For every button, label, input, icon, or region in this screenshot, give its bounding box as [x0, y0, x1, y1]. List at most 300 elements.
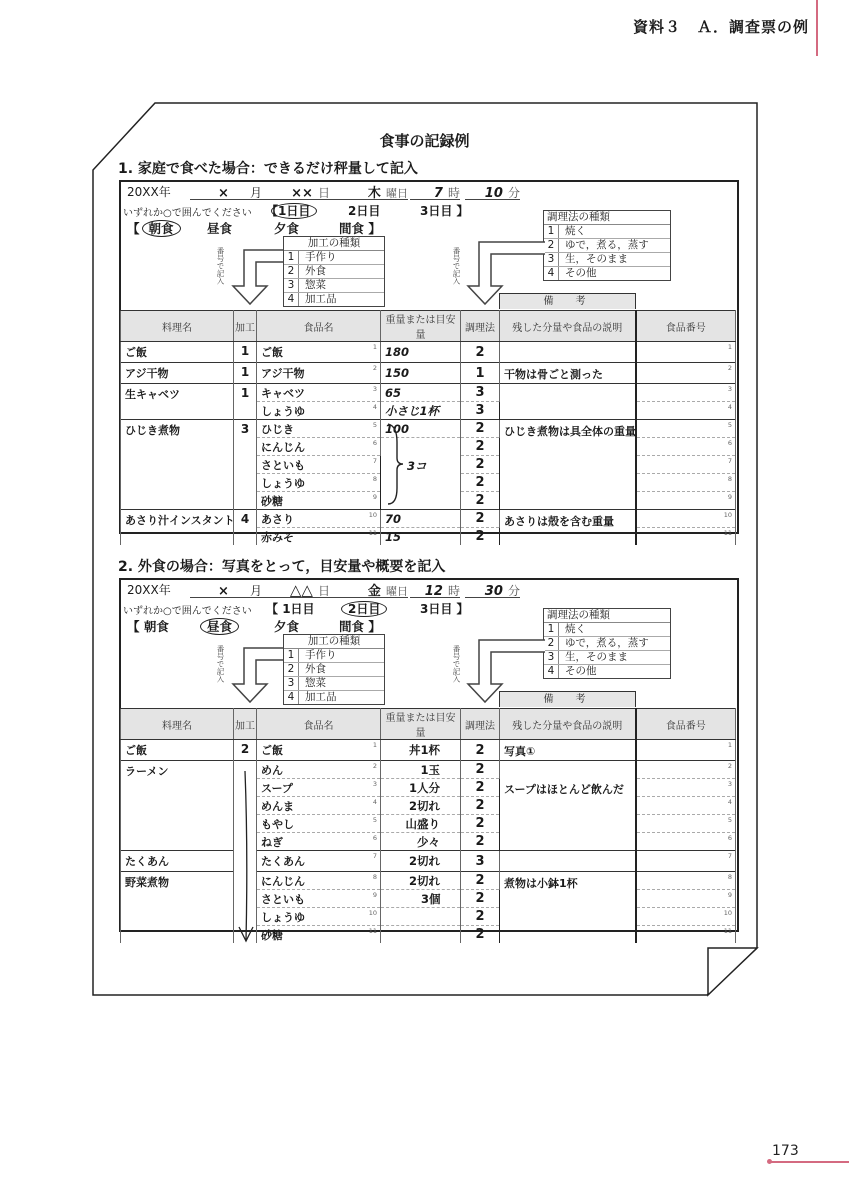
amount-cell[interactable]: 小さじ1杯 [381, 402, 461, 420]
remarks-header: 備 考 [499, 293, 636, 309]
note-cell[interactable] [500, 342, 636, 363]
food-cell[interactable] [257, 908, 381, 926]
food-number-cell[interactable] [636, 740, 736, 761]
bracket-open: 【 [127, 619, 140, 634]
note-cell[interactable]: ひじき煮物は具全体の重量 [500, 420, 636, 510]
amount-cell[interactable] [381, 926, 461, 944]
table-row [121, 363, 736, 384]
cooking-cell[interactable]: 2 [461, 797, 500, 815]
col-note: 残した分量や食品の説明 [500, 709, 636, 740]
day-option-1-selected[interactable]: 1日目 [271, 203, 317, 219]
legend-label: 焼く [565, 623, 586, 635]
col-food: 食品名 [257, 311, 381, 342]
legend-num: 1 [284, 649, 299, 662]
row-index: 1 [372, 343, 377, 351]
food-name: にんじん [261, 874, 305, 888]
amount-cell[interactable]: 150 [381, 363, 461, 384]
legend-label: 焼く [565, 225, 586, 237]
cooking-cell[interactable]: 3 [461, 384, 500, 402]
food-cell[interactable] [257, 420, 381, 438]
col-note: 残した分量や食品の説明 [500, 311, 636, 342]
food-number-cell[interactable] [636, 797, 736, 815]
note-cell[interactable]: 干物は骨ごと測った [500, 363, 636, 384]
food-name: スープ [261, 781, 293, 795]
day-option-2-selected[interactable] [348, 600, 387, 617]
legend-title: 加工の種類 [284, 635, 384, 649]
day-option-2-label: 2日目 [341, 601, 387, 617]
weekday-field[interactable] [318, 580, 408, 598]
amount-cell[interactable]: 65 [381, 384, 461, 402]
food-number-cell[interactable] [636, 890, 736, 908]
minute-field[interactable] [465, 580, 520, 598]
dish-cell[interactable]: 野菜煮物 [121, 872, 234, 944]
row-index: 11 [368, 529, 377, 537]
dish-cell[interactable]: アジ干物 [121, 363, 234, 384]
cooking-legend [543, 608, 671, 679]
row-index: 7 [727, 852, 732, 860]
legend-label: 外食 [305, 265, 326, 277]
month-label: 月 [249, 584, 262, 598]
brace-icon [385, 422, 405, 506]
cooking-cell[interactable]: 2 [461, 908, 500, 926]
section-2-date-line [127, 581, 171, 598]
food-cell[interactable] [257, 761, 381, 779]
row-index: 8 [727, 475, 732, 483]
row-index: 3 [727, 780, 732, 788]
month-value: × [217, 186, 229, 201]
legend-label: 生，そのまま [565, 651, 628, 663]
section-1-title: 1. 家庭で食べた場合：できるだけ秤量して記入 [118, 161, 418, 177]
row-index: 7 [372, 457, 377, 465]
hour-label: 時 [447, 584, 460, 598]
legend-num: 2 [284, 663, 299, 676]
cooking-cell[interactable]: 2 [461, 833, 500, 851]
food-number-cell[interactable] [636, 908, 736, 926]
cooking-cell[interactable]: 2 [461, 474, 500, 492]
food-number-cell[interactable] [636, 402, 736, 420]
food-name: アジ干物 [261, 367, 305, 380]
col-food: 食品名 [257, 709, 381, 740]
food-name: めん [261, 763, 283, 777]
row-index: 11 [723, 927, 732, 935]
amount-cell[interactable]: 100 [381, 420, 461, 438]
bracket-close: 】 [456, 602, 469, 616]
food-number-cell[interactable] [636, 528, 736, 546]
food-number-cell[interactable] [636, 510, 736, 528]
meal-option-dinner[interactable]: 夕食 [274, 221, 300, 236]
food-name: しょうゆ [261, 404, 305, 418]
day-label: 日 [317, 584, 330, 598]
minute-label: 分 [507, 584, 520, 598]
legend-num: 2 [284, 265, 299, 278]
food-number-cell[interactable] [636, 872, 736, 890]
page-header: 資料３ Ａ．調査票の例 [632, 18, 809, 36]
table-row [121, 384, 736, 402]
amount-cell[interactable]: 少々 [381, 833, 461, 851]
legend-num: 4 [284, 691, 299, 704]
row-index: 2 [372, 364, 377, 372]
footer-accent-rule [769, 1161, 849, 1163]
row-index: 3 [727, 385, 732, 393]
food-number-cell[interactable] [636, 492, 736, 510]
dish-cell[interactable]: ラーメン [121, 761, 234, 851]
amount-cell[interactable]: 180 [381, 342, 461, 363]
row-index: 3 [372, 385, 377, 393]
cooking-cell[interactable]: 2 [461, 420, 500, 438]
note-cell[interactable]: 写真① [500, 740, 636, 761]
weekday-field[interactable] [318, 182, 408, 200]
cooking-cell[interactable]: 3 [461, 851, 500, 872]
food-cell[interactable] [257, 779, 381, 797]
col-food-number: 食品番号 [636, 311, 736, 342]
dish-cell[interactable]: 生キャベツ [121, 384, 234, 420]
row-index: 11 [723, 529, 732, 537]
cooking-cell[interactable]: 2 [461, 926, 500, 944]
food-cell[interactable] [257, 797, 381, 815]
day-option-1[interactable]: 1日目 [282, 602, 315, 616]
amount-cell[interactable]: 丼1杯 [381, 740, 461, 761]
amount-cell[interactable]: 1人分 [381, 779, 461, 797]
row-index: 2 [727, 762, 732, 770]
row-index: 9 [372, 493, 377, 501]
cooking-cell[interactable]: 2 [461, 761, 500, 779]
food-cell[interactable] [257, 456, 381, 474]
legend-num: 3 [284, 677, 299, 690]
cooking-cell[interactable]: 2 [461, 890, 500, 908]
food-name: 砂糖 [261, 928, 283, 942]
food-name: 赤みそ [261, 530, 294, 544]
table-row [121, 872, 736, 890]
day-selector [266, 202, 317, 219]
legend-label: 惣菜 [305, 677, 326, 689]
col-cooking: 調理法 [461, 311, 500, 342]
food-number-cell[interactable] [636, 438, 736, 456]
processing-cell-arrow[interactable] [234, 761, 257, 944]
year-label: 20XX年 [127, 185, 171, 199]
weekday-label: 曜日 [386, 187, 408, 200]
meal-option-lunch[interactable]: 昼食 [207, 221, 233, 236]
amount-cell[interactable]: 70 [381, 510, 461, 528]
cooking-legend [543, 210, 671, 281]
cooking-cell[interactable]: 2 [461, 815, 500, 833]
food-number-cell[interactable] [636, 384, 736, 402]
meal-option-breakfast[interactable]: 朝食 [143, 619, 169, 634]
bracket-close: 】 [368, 619, 381, 634]
hour-value: 12 [424, 584, 443, 599]
legend-label: 加工品 [305, 691, 337, 703]
table-row [121, 740, 736, 761]
food-name: ご飯 [261, 346, 283, 359]
food-number-cell[interactable] [636, 456, 736, 474]
legend-num: 2 [544, 637, 559, 650]
amount-cell-bracketed[interactable] [381, 438, 461, 510]
row-index: 7 [727, 457, 732, 465]
row-index: 4 [372, 403, 377, 411]
vertical-note: 番号で記入 [216, 247, 225, 285]
dish-cell[interactable]: あさり汁インスタント [121, 510, 234, 546]
food-cell[interactable] [257, 384, 381, 402]
legend-label: その他 [565, 665, 597, 677]
food-cell[interactable] [257, 528, 381, 546]
food-name: ひじき [261, 422, 294, 436]
row-index: 4 [727, 403, 732, 411]
minute-value: 10 [484, 186, 503, 201]
row-index: 5 [372, 421, 377, 429]
remarks-header: 備 考 [499, 691, 636, 707]
note-cell[interactable] [500, 384, 636, 420]
food-number-cell[interactable] [636, 474, 736, 492]
row-index: 9 [372, 891, 377, 899]
processing-legend [283, 236, 385, 307]
legend-num: 1 [284, 251, 299, 264]
amount-cell[interactable]: 1玉 [381, 761, 461, 779]
table-header-row [121, 311, 736, 342]
row-index: 4 [372, 798, 377, 806]
note-cell[interactable]: あさりは殻を含む重量 [500, 510, 636, 546]
minute-value: 30 [484, 584, 503, 599]
processing-cell[interactable]: 4 [234, 510, 257, 546]
meal-selector [127, 219, 181, 237]
legend-title: 調理法の種類 [544, 609, 670, 623]
dish-cell[interactable]: たくあん [121, 851, 234, 872]
legend-label: 手作り [305, 649, 337, 661]
food-cell[interactable] [257, 833, 381, 851]
section-1-date-line [127, 183, 171, 200]
amount-cell[interactable]: 15 [381, 528, 461, 546]
snack-label: 間食 [339, 221, 365, 236]
row-index: 6 [727, 439, 732, 447]
food-cell[interactable] [257, 740, 381, 761]
legend-num: 3 [544, 651, 559, 664]
legend-title: 調理法の種類 [544, 211, 670, 225]
col-amount: 重量または目安量 [381, 311, 461, 342]
amount-cell[interactable]: 山盛り [381, 815, 461, 833]
food-cell[interactable] [257, 438, 381, 456]
amount-cell[interactable]: 2切れ [381, 872, 461, 890]
legend-label: 惣菜 [305, 279, 326, 291]
footer-accent-dot [767, 1159, 772, 1164]
cooking-cell[interactable]: 2 [461, 528, 500, 546]
amount-cell[interactable]: 2切れ [381, 797, 461, 815]
note-cell[interactable]: 煮物は小鉢1杯 [500, 872, 636, 944]
day-value: ×× [291, 186, 313, 201]
weekday-value: 金 [367, 584, 381, 599]
food-name: しょうゆ [261, 910, 305, 924]
meal-selector [127, 617, 169, 635]
minute-label: 分 [507, 186, 520, 200]
food-name: ご飯 [261, 744, 283, 757]
meal-option-snack[interactable] [339, 617, 381, 635]
section-2-table [120, 708, 736, 943]
food-name: 砂糖 [261, 494, 283, 508]
legend-num: 4 [544, 665, 559, 678]
hour-field[interactable] [410, 580, 460, 598]
food-number-cell[interactable] [636, 833, 736, 851]
food-number-cell[interactable] [636, 420, 736, 438]
col-food-number: 食品番号 [636, 709, 736, 740]
table-row [121, 420, 736, 438]
food-cell[interactable] [257, 926, 381, 944]
food-cell[interactable] [257, 402, 381, 420]
day-selector [266, 600, 315, 617]
col-dish: 料理名 [121, 709, 234, 740]
year-label: 20XX年 [127, 583, 171, 597]
table-header-row [121, 709, 736, 740]
processing-cell[interactable]: 1 [234, 384, 257, 420]
note-cell[interactable] [500, 851, 636, 872]
legend-num: 4 [284, 293, 299, 306]
cooking-cell[interactable]: 3 [461, 402, 500, 420]
row-index: 10 [368, 909, 377, 917]
meal-option-lunch-selected[interactable] [207, 617, 239, 635]
meal-option-snack[interactable] [339, 219, 381, 237]
row-index: 6 [727, 834, 732, 842]
amount-value: 3コ [407, 459, 427, 473]
legend-label: ゆで，煮る，蒸す [565, 637, 649, 649]
dish-cell[interactable]: ご飯 [121, 342, 234, 363]
food-name: にんじん [261, 440, 305, 454]
row-index: 1 [727, 343, 732, 351]
row-index: 8 [372, 873, 377, 881]
day-option-2[interactable]: 2日目 [348, 204, 381, 218]
day-label: 日 [317, 186, 330, 200]
hour-label: 時 [447, 186, 460, 200]
legend-label: 手作り [305, 251, 337, 263]
food-cell[interactable] [257, 363, 381, 384]
cooking-cell[interactable]: 2 [461, 456, 500, 474]
row-index: 2 [727, 364, 732, 372]
processing-cell[interactable]: 1 [234, 363, 257, 384]
food-number-cell[interactable] [636, 815, 736, 833]
bracket-open: 【 [266, 204, 279, 218]
legend-title: 加工の種類 [284, 237, 384, 251]
weekday-value: 木 [367, 186, 381, 201]
legend-num: 1 [544, 623, 559, 636]
table-row [121, 761, 736, 779]
processing-cell[interactable]: 2 [234, 740, 257, 761]
food-cell[interactable] [257, 890, 381, 908]
food-name: さといも [261, 892, 305, 906]
row-index: 10 [723, 511, 732, 519]
food-cell[interactable] [257, 851, 381, 872]
row-index: 6 [372, 439, 377, 447]
col-processing: 加工 [234, 311, 257, 342]
page-number: 173 [772, 1143, 799, 1159]
vertical-note: 番号で記入 [452, 645, 461, 683]
row-index: 7 [372, 852, 377, 860]
day-option-3-label: 3日目 [420, 204, 453, 218]
day-option-3[interactable] [420, 600, 469, 617]
col-processing: 加工 [234, 709, 257, 740]
col-amount: 重量または目安量 [381, 709, 461, 740]
food-cell[interactable] [257, 342, 381, 363]
legend-num: 3 [544, 253, 559, 266]
food-name: もやし [261, 817, 294, 831]
food-name: ねぎ [261, 835, 283, 849]
month-value: × [217, 584, 229, 599]
food-name: キャベツ [261, 386, 305, 400]
section-1-table [120, 310, 736, 545]
note-cell[interactable]: スープはほとんど飲んだ [500, 761, 636, 851]
bracket-open: 【 [127, 221, 140, 236]
row-index: 5 [727, 816, 732, 824]
dish-cell[interactable]: ひじき煮物 [121, 420, 234, 510]
food-number-cell[interactable] [636, 926, 736, 944]
food-cell[interactable] [257, 815, 381, 833]
legend-label: 生，そのまま [565, 253, 628, 265]
minute-field[interactable] [465, 182, 520, 200]
col-cooking: 調理法 [461, 709, 500, 740]
meal-option-breakfast-selected[interactable]: 朝食 [142, 220, 181, 237]
amount-cell[interactable]: 2切れ [381, 851, 461, 872]
col-dish: 料理名 [121, 311, 234, 342]
food-name: あさり [261, 512, 294, 526]
row-index: 9 [727, 493, 732, 501]
cooking-cell[interactable]: 1 [461, 363, 500, 384]
row-index: 8 [727, 873, 732, 881]
legend-num: 4 [544, 267, 559, 280]
food-number-cell[interactable] [636, 851, 736, 872]
meal-option-dinner[interactable]: 夕食 [274, 619, 300, 634]
food-cell[interactable] [257, 474, 381, 492]
cooking-cell[interactable]: 2 [461, 779, 500, 797]
row-index: 4 [727, 798, 732, 806]
food-number-cell[interactable] [636, 761, 736, 779]
hour-field[interactable] [410, 182, 460, 200]
food-cell[interactable] [257, 872, 381, 890]
legend-label: ゆで，煮る，蒸す [565, 239, 649, 251]
row-index: 1 [727, 741, 732, 749]
vertical-note: 番号で記入 [452, 247, 461, 285]
food-number-cell[interactable] [636, 779, 736, 797]
cooking-cell[interactable]: 2 [461, 740, 500, 761]
cooking-cell[interactable]: 2 [461, 510, 500, 528]
processing-cell[interactable]: 1 [234, 342, 257, 363]
dish-cell[interactable]: ご飯 [121, 740, 234, 761]
amount-cell[interactable]: 3個 [381, 890, 461, 908]
day-value: △△ [289, 581, 313, 599]
hour-value: 7 [433, 186, 443, 201]
processing-cell[interactable]: 3 [234, 420, 257, 510]
food-number-cell[interactable] [636, 363, 736, 384]
row-index: 1 [372, 741, 377, 749]
amount-cell[interactable] [381, 908, 461, 926]
food-cell[interactable] [257, 510, 381, 528]
food-name: めんま [261, 799, 294, 813]
legend-num: 3 [284, 279, 299, 292]
day-option-3[interactable] [420, 202, 469, 219]
food-cell[interactable] [257, 492, 381, 510]
circle-instruction: いずれか○で囲んでください [123, 208, 252, 219]
section-2-title: 2. 外食の場合：写真をとって，目安量や概要を記入 [118, 559, 446, 575]
food-number-cell[interactable] [636, 342, 736, 363]
table-row [121, 342, 736, 363]
processing-legend [283, 634, 385, 705]
legend-label: 加工品 [305, 293, 337, 305]
row-index: 6 [372, 834, 377, 842]
cooking-cell[interactable]: 2 [461, 342, 500, 363]
row-index: 5 [372, 816, 377, 824]
cooking-cell[interactable]: 2 [461, 872, 500, 890]
food-name: しょうゆ [261, 476, 305, 490]
row-index: 8 [372, 475, 377, 483]
cooking-cell[interactable]: 2 [461, 492, 500, 510]
bracket-close: 】 [368, 221, 381, 236]
cooking-cell[interactable]: 2 [461, 438, 500, 456]
snack-label: 間食 [339, 619, 365, 634]
arrow-down-icon [228, 646, 288, 704]
table-row [121, 851, 736, 872]
